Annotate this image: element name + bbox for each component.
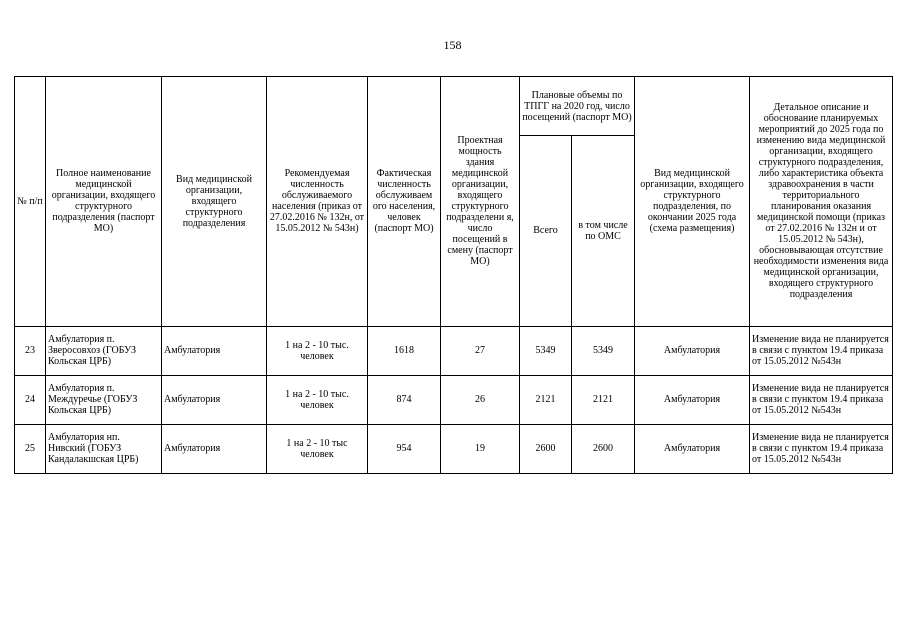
cell-oms: 5349	[572, 326, 635, 375]
table-row	[15, 424, 893, 473]
header-recommended: Рекомендуемая численность обслуживаемого населения (приказ от 27.02.2016 № 132н, от 15.05.2012 № 543н)	[267, 77, 368, 327]
cell-num: 24	[15, 375, 46, 424]
cell-capacity: 27	[441, 326, 520, 375]
cell-recommended: 1 на 2 - 10 тыс. человек	[267, 375, 368, 424]
cell-total: 5349	[520, 326, 572, 375]
page-number: 158	[443, 38, 462, 52]
cell-type: Амбулатория	[162, 326, 267, 375]
cell-num: 25	[15, 424, 46, 473]
header-capacity: Проектная мощность здания медицинской организации, входящего структурного подразделени я, число посещений в смену (паспорт МО)	[441, 77, 520, 327]
cell-type: Амбулатория	[162, 424, 267, 473]
header-planned-total: Всего	[520, 136, 572, 326]
header-num: № п/п	[15, 77, 46, 327]
header-name: Полное наименование медицинской организации, входящего структурного подразделения (паспорт МО)	[46, 77, 162, 327]
header-row	[15, 77, 893, 136]
header-description: Детальное описание и обоснование планируемых мероприятий до 2025 года по изменению вида медицинской организации, входящего структурного подразделения, либо характеристика объекта здравоохранения в части территориального планирования оказания медицинской помощи (приказ от 27.02.2016 № 132н и от 15.05.2012 № 543н), обосновывающая отсутствие необходимости изменения вида медицинской организации, входящего структурного подразделения	[750, 77, 893, 327]
header-type-2025: Вид медицинской организации, входящего структурного подразделения, по окончании 2025 года (схема размещения)	[635, 77, 750, 327]
cell-type: Амбулатория	[162, 375, 267, 424]
cell-total: 2600	[520, 424, 572, 473]
cell-name: Амбулатория п. Междуречье (ГОБУЗ Кольская ЦРБ)	[46, 375, 162, 424]
cell-name: Амбулатория нп. Нивский (ГОБУЗ Кандалакшская ЦРБ)	[46, 424, 162, 473]
header-type: Вид медицинской организации, входящего структурного подразделения	[162, 77, 267, 327]
cell-description: Изменение вида не планируется в связи с пунктом 19.4 приказа от 15.05.2012 №543н	[750, 375, 893, 424]
facilities-table	[14, 76, 893, 474]
header-actual: Фактическая численность обслуживаем ого населения, человек (паспорт МО)	[368, 77, 441, 327]
cell-capacity: 19	[441, 424, 520, 473]
cell-type-2025: Амбулатория	[635, 375, 750, 424]
cell-oms: 2600	[572, 424, 635, 473]
cell-recommended: 1 на 2 - 10 тыс человек	[267, 424, 368, 473]
cell-actual: 1618	[368, 326, 441, 375]
header-planned-group: Плановые объемы по ТПГГ на 2020 год, число посещений (паспорт МО)	[520, 77, 635, 136]
table-row	[15, 326, 893, 375]
cell-actual: 954	[368, 424, 441, 473]
cell-capacity: 26	[441, 375, 520, 424]
cell-oms: 2121	[572, 375, 635, 424]
cell-name: Амбулатория п. Зверосовхоз (ГОБУЗ Кольская ЦРБ)	[46, 326, 162, 375]
header-planned-oms: в том числе по ОМС	[572, 136, 635, 326]
cell-type-2025: Амбулатория	[635, 326, 750, 375]
cell-type-2025: Амбулатория	[635, 424, 750, 473]
cell-total: 2121	[520, 375, 572, 424]
cell-actual: 874	[368, 375, 441, 424]
cell-description: Изменение вида не планируется в связи с пунктом 19.4 приказа от 15.05.2012 №543н	[750, 326, 893, 375]
cell-recommended: 1 на 2 - 10 тыс. человек	[267, 326, 368, 375]
table-row	[15, 375, 893, 424]
cell-num: 23	[15, 326, 46, 375]
cell-description: Изменение вида не планируется в связи с пунктом 19.4 приказа от 15.05.2012 №543н	[750, 424, 893, 473]
